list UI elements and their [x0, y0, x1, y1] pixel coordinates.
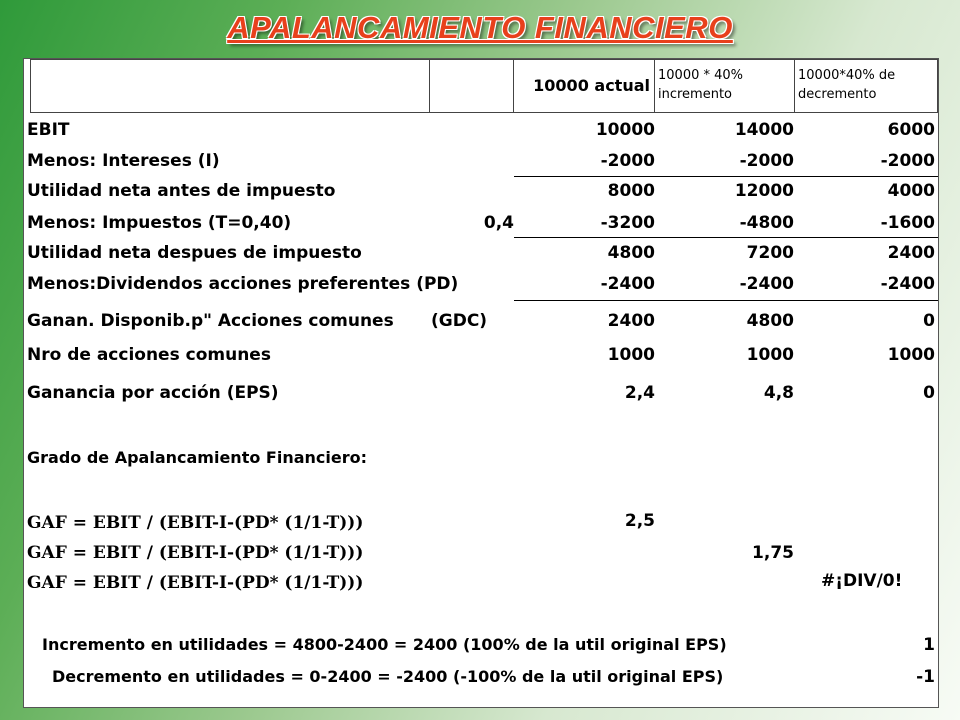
row-value-actual: 1000 [607, 345, 655, 365]
header-col-actual [513, 59, 655, 113]
row-tag: (GDC) [431, 311, 488, 331]
header-col-decremento [794, 59, 938, 113]
row-value-actual: -2000 [600, 151, 655, 171]
decremento-value: -1 [916, 667, 935, 687]
slide-title: APALANCAMIENTO FINANCIERO [227, 10, 733, 45]
row-value-incremento: 4800 [746, 311, 794, 331]
gaf-value-incremento: 1,75 [752, 543, 794, 563]
row-value-incremento: 12000 [734, 181, 794, 201]
header-col-actual-label: 10000 actual [533, 76, 650, 95]
row-value-decremento: -1600 [880, 213, 935, 233]
decremento-text: Decremento en utilidades = 0-2400 = -2400 (-100% de la util original EPS) [52, 667, 724, 686]
spreadsheet [23, 58, 939, 708]
row-label: Menos:Dividendos acciones preferentes (PD) [27, 274, 459, 294]
header-blank-cell-2 [429, 59, 514, 113]
row-label: Ganancia por acción (EPS) [27, 383, 279, 403]
row-value-decremento: -2400 [880, 274, 935, 294]
gaf-value-decremento: #¡DIV/0! [821, 571, 903, 591]
grado-label: Grado de Apalancamiento Financiero: [27, 448, 367, 467]
gaf-formula: GAF = EBIT / (EBIT-I-(PD* (1/1-T))) [27, 543, 364, 563]
row-value-decremento: 0 [923, 311, 935, 331]
row-value-actual: -3200 [600, 213, 655, 233]
row-value-incremento: 4,8 [763, 383, 794, 403]
row-label: Ganan. Disponib.p" Acciones comunes [27, 311, 394, 331]
subtotal-line [514, 237, 938, 238]
row-value-decremento: 0 [923, 383, 935, 403]
row-value-actual: -2400 [600, 274, 655, 294]
row-value-incremento: 14000 [734, 120, 794, 140]
gaf-value-actual: 2,5 [624, 511, 655, 531]
row-value-decremento: -2000 [880, 151, 935, 171]
incremento-text: Incremento en utilidades = 4800-2400 = 2400 (100% de la util original EPS) [42, 635, 727, 654]
row-value-incremento: -2000 [739, 151, 794, 171]
row-value-decremento: 6000 [887, 120, 935, 140]
row-label: Nro de acciones comunes [27, 345, 271, 365]
incremento-value: 1 [923, 635, 935, 655]
row-value-actual: 2,4 [624, 383, 655, 403]
subtotal-line [514, 176, 938, 177]
gaf-formula: GAF = EBIT / (EBIT-I-(PD* (1/1-T))) [27, 513, 364, 533]
row-label: Utilidad neta antes de impuesto [27, 181, 336, 201]
header-col-incremento-label: 10000 * 40% incremento [658, 68, 744, 102]
row-label: EBIT [27, 120, 70, 140]
row-value-incremento: -4800 [739, 213, 794, 233]
row-value-actual: 2400 [607, 311, 655, 331]
row-value-incremento: 1000 [746, 345, 794, 365]
row-value-decremento: 4000 [887, 181, 935, 201]
header-blank-cell-1 [30, 59, 430, 113]
row-label: Utilidad neta despues de impuesto [27, 243, 362, 263]
row-value-decremento: 2400 [887, 243, 935, 263]
row-value-actual: 8000 [607, 181, 655, 201]
row-label: Menos: Impuestos (T=0,40) [27, 213, 292, 233]
row-value-incremento: -2400 [739, 274, 794, 294]
gaf-formula: GAF = EBIT / (EBIT-I-(PD* (1/1-T))) [27, 573, 364, 593]
row-value-decremento: 1000 [887, 345, 935, 365]
subtotal-line [514, 300, 938, 301]
row-label: Menos: Intereses (I) [27, 151, 220, 171]
row-value-actual: 4800 [607, 243, 655, 263]
header-col-incremento [654, 59, 795, 113]
row-value-actual: 10000 [595, 120, 655, 140]
tax-rate: 0,4 [483, 213, 514, 233]
header-col-decremento-label: 10000*40% de decremento [798, 68, 896, 102]
row-value-incremento: 7200 [746, 243, 794, 263]
